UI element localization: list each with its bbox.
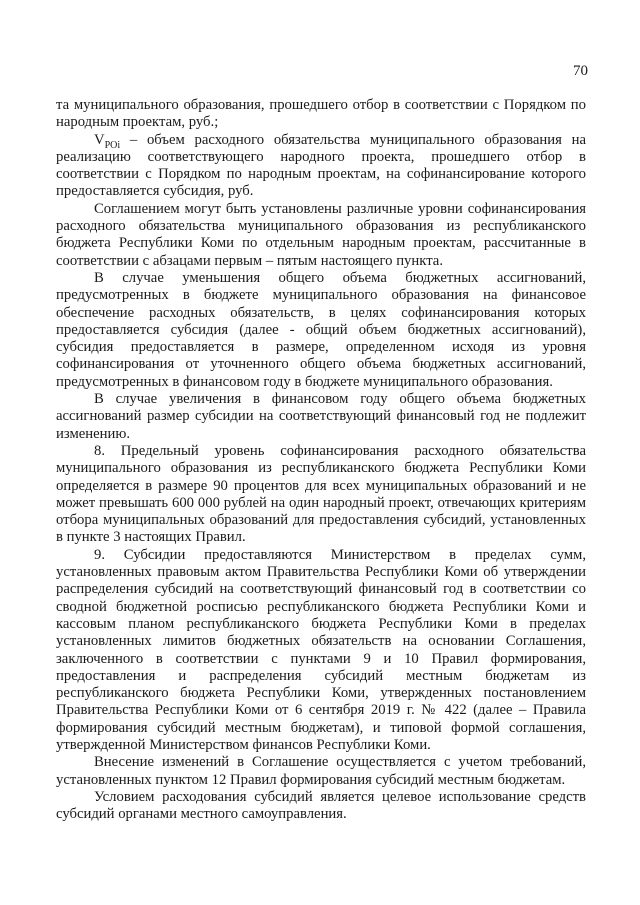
vpoi-symbol-letter: V	[94, 131, 105, 148]
paragraph-cofinancing-levels: Соглашением могут быть установлены различные уровни софинансирования расходного обязательства муниципального образования из республиканского бюджета Республики Коми по отдельным народным проектам, рассчитанные в соответствии с абзацами первым – пятым настоящего пункта.	[56, 200, 586, 269]
paragraph-item-9: 9. Субсидии предоставляются Министерством в пределах сумм, установленных правовым актом Правительства Республики Коми об утверждении распределения субсидий на соответствующий финансовый год в соответствии со сводной бюджетной росписью республиканского бюджета Республики Коми и кассовым планом республиканского бюджета Республики Коми в пределах установленных лимитов бюджетных обязательств на основании Соглашения, заключенного в соответствии с пунктами 9 и 10 Правил формирования, предоставления и распределения субсидий местным бюджетам из республиканского бюджета Республики Коми, утвержденных постановлением Правительства Республики Коми от 6 сентября 2019 г. № 422 (далее – Правила формирования субсидий местным бюджетам), и типовой формой соглашения, утвержденной Министерством финансов Республики Коми.	[56, 546, 586, 753]
document-body	[56, 97, 586, 823]
page-number: 70	[573, 63, 588, 79]
paragraph-continuation: та муниципального образования, прошедшего отбор в соответствии с Порядком по народным проектам, руб.;	[56, 97, 586, 131]
vpoi-definition-text: – объем расходного обязательства муниципального образования на реализацию соответствующего народного проекта, прошедшего отбор в соответствии с Порядком по народным проектам, на софинансирование которого предоставляется субсидия, руб.	[56, 131, 586, 200]
paragraph-agreement-changes: Внесение изменений в Соглашение осуществляется с учетом требований, установленных пунктом 12 Правил формирования субсидий местным бюджетам.	[56, 754, 586, 788]
paragraph-vpoi-definition	[56, 132, 586, 201]
paragraph-budget-decrease: В случае уменьшения общего объема бюджетных ассигнований, предусмотренных в бюджете муниципального образования на финансовое обеспечение расходных обязательств, в целях софинансирования которых предоставляется субсидия (далее - общий объем бюджетных ассигнований), субсидия предоставляется в размере, определенном исходя из уровня софинансирования от уточненного общего объема бюджетных ассигнований, предусмотренных в финансовом году в бюджете муниципального образования.	[56, 269, 586, 390]
paragraph-budget-increase: В случае увеличения в финансовом году общего объема бюджетных ассигнований размер субсидии на соответствующий финансовый год не подлежит изменению.	[56, 391, 586, 442]
paragraph-item-8: 8. Предельный уровень софинансирования расходного обязательства муниципального образования из республиканского бюджета Республики Коми определяется в размере 90 процентов для всех муниципальных образований и не может превышать 600 000 рублей на один народный проект, отвечающих критериям отбора муниципальных образований для предоставления субсидий, установленных в пункте 3 настоящих Правил.	[56, 442, 586, 546]
paragraph-spending-condition: Условием расходования субсидий является целевое использование средств субсидий органами местного самоуправления.	[56, 788, 586, 823]
vpoi-symbol-subscript: POi	[104, 139, 121, 151]
vpoi-symbol	[94, 131, 121, 151]
